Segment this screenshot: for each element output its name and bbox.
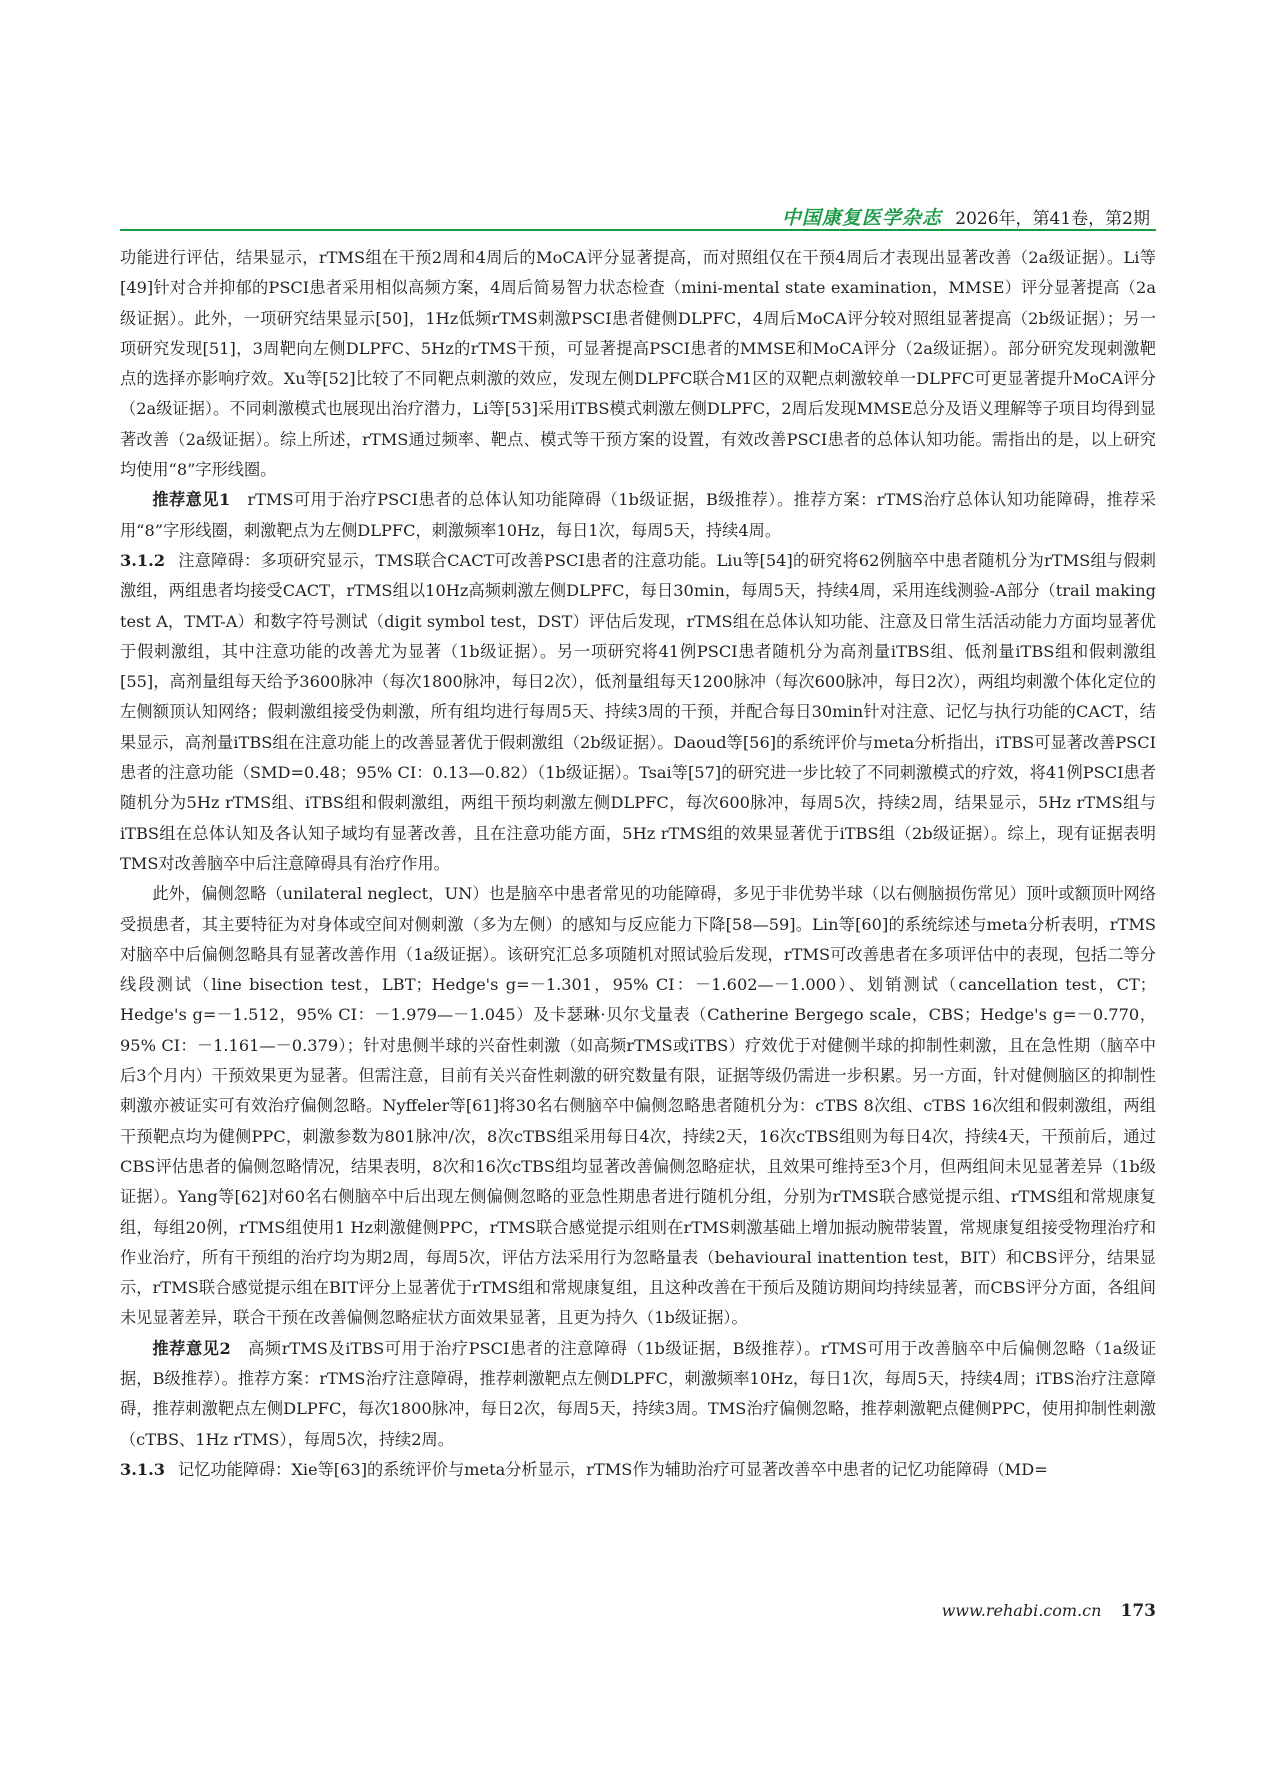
recommendation-2-label: 推荐意见2 bbox=[152, 1338, 231, 1358]
recommendation-2-text: 高频rTMS及iTBS可用于治疗PSCI患者的注意障碍（1b级证据，B级推荐）。rTMS可用于改善脑卒中后偏侧忽略（1a级证据，B级推荐）。推荐方案：rTMS治疗注意障碍，推荐刺激靶点左侧DLPFC，刺激频率10Hz，每日1次，每周5天，持续4周；iTBS治疗注意障碍，推荐刺激靶点左侧DLPFC，每次1800脉冲，每日2次，每周5天，持续3周。TMS治疗偏侧忽略，推荐刺激靶点健侧PPC，使用抑制性刺激（cTBS、1Hz rTMS），每周5次，持续2周。 bbox=[120, 1338, 1157, 1449]
page-header bbox=[0, 0, 1276, 230]
article-body bbox=[120, 243, 1156, 1485]
journal-url: www.rehabi.com.cn bbox=[941, 1601, 1102, 1620]
section-number: 3.1.2 bbox=[120, 550, 166, 570]
paragraph-unilateral-neglect: 此外，偏侧忽略（unilateral neglect，UN）也是脑卒中患者常见的功能障碍，多见于非优势半球（以右侧脑损伤常见）顶叶或额顶叶网络受损患者，其主要特征为对身体或空间对侧刺激（多为左侧）的感知与反应能力下降[58—59]。Lin等[60]的系统综述与meta分析表明，rTMS对脑卒中后偏侧忽略具有显著改善作用（1a级证据）。该研究汇总多项随机对照试验后发现，rTMS可改善患者在多项评估中的表现，包括二等分线段测试（line bisection test，LBT；Hedge's g=－1.301，95% CI：－1.602—－1.000）、划销测试（cancellation test，CT；Hedge's g=－1.512，95% CI：－1.979—－1.045）及卡瑟琳·贝尔戈量表（Catherine Bergego scale，CBS；Hedge's g=－0.770，95% CI：－1.161—－0.379）；针对患侧半球的兴奋性刺激（如高频rTMS或iTBS）疗效优于对健侧半球的抑制性刺激，且在急性期（脑卒中后3个月内）干预效果更为显著。但需注意，目前有关兴奋性刺激的研究数量有限，证据等级仍需进一步积累。另一方面，针对健侧脑区的抑制性刺激亦被证实可有效治疗偏侧忽略。Nyffeler等[61]将30名右侧脑卒中偏侧忽略患者随机分为：cTBS 8次组、cTBS 16次组和假刺激组，两组干预靶点均为健侧PPC，刺激参数为801脉冲/次，8次cTBS组采用每日4次，持续2天，16次cTBS组则为每日4次，持续4天，干预前后，通过CBS评估患者的偏侧忽略情况，结果表明，8次和16次cTBS组均显著改善偏侧忽略症状，且效果可维持至3个月，但两组间未见显著差异（1b级证据）。Yang等[62]对60名右侧脑卒中后出现左侧偏侧忽略的亚急性期患者进行随机分组，分别为rTMS联合感觉提示组、rTMS组和常规康复组，每组20例，rTMS组使用1 Hz刺激健侧PPC，rTMS联合感觉提示组则在rTMS刺激基础上增加振动腕带装置，常规康复组接受物理治疗和作业治疗，所有干预组的治疗均为期2周，每周5次，评估方法采用行为忽略量表（behavioural inattention test，BIT）和CBS评分，结果显示，rTMS联合感觉提示组在BIT评分上显著优于rTMS组和常规康复组，且这种改善在干预后及随访期间均持续显著，而CBS评分方面，各组间未见显著差异，联合干预在改善偏侧忽略症状方面效果显著，且更为持久（1b级证据）。 bbox=[120, 884, 1156, 1328]
page-footer bbox=[942, 1601, 1156, 1621]
section-3-1-2 bbox=[120, 546, 1156, 879]
section-3-1-2-text: 注意障碍：多项研究显示，TMS联合CACT可改善PSCI患者的注意功能。Liu等[54]的研究将62例脑卒中患者随机分为rTMS组与假刺激组，两组患者均接受CACT，rTMS组以10Hz高频刺激左侧DLPFC，每日30min，每周5天，持续4周，采用连线测验-A部分（trail making test A，TMT-A）和数字符号测试（digit symbol test，DST）评估后发现，rTMS组在总体认知功能、注意及日常生活活动能力方面均显著优于假刺激组，其中注意功能的改善尤为显著（1b级证据）。另一项研究将41例PSCI患者随机分为高剂量iTBS组、低剂量iTBS组和假刺激组[55]，高剂量组每天给予3600脉冲（每次1800脉冲，每日2次），低剂量组每天1200脉冲（每次600脉冲，每日2次），两组均刺激个体化定位的左侧额顶认知网络；假刺激组接受伪刺激，所有组均进行每周5天、持续3周的干预，并配合每日30min针对注意、记忆与执行功能的CACT，结果显示，高剂量iTBS组在注意功能上的改善显著优于假刺激组（2b级证据）。Daoud等[56]的系统评价与meta分析指出，iTBS可显著改善PSCI患者的注意功能（SMD=0.48；95% CI：0.13—0.82）（1b级证据）。Tsai等[57]的研究进一步比较了不同刺激模式的疗效，将41例PSCI患者随机分为5Hz rTMS组、iTBS组和假刺激组，两组干预均刺激左侧DLPFC，每次600脉冲，每周5次，持续2周，结果显示，5Hz rTMS组与iTBS组在总体认知及各认知子域均有显著改善，且在注意功能方面，5Hz rTMS组的效果显著优于iTBS组（2b级证据）。综上，现有证据表明TMS对改善脑卒中后注意障碍具有治疗作用。 bbox=[120, 550, 1156, 873]
section-number: 3.1.3 bbox=[120, 1459, 166, 1479]
recommendation-1-label: 推荐意见1 bbox=[152, 490, 231, 510]
paragraph-global-cognition: 功能进行评估，结果显示，rTMS组在干预2周和4周后的MoCA评分显著提高，而对照组仅在干预4周后才表现出显著改善（2a级证据）。Li等[49]针对合并抑郁的PSCI患者采用相似高频方案，4周后简易智力状态检查（mini-mental state examination，MMSE）评分显著提高（2a级证据）。此外，一项研究结果显示[50]，1Hz低频rTMS刺激PSCI患者健侧DLPFC，4周后MoCA评分较对照组显著提高（2b级证据）；另一项研究发现[51]，3周靶向左侧DLPFC、5Hz的rTMS干预，可显著提高PSCI患者的MMSE和MoCA评分（2a级证据）。部分研究发现刺激靶点的选择亦影响疗效。Xu等[52]比较了不同靶点刺激的效应，发现左侧DLPFC联合M1区的双靶点刺激较单一DLPFC可更显著提升MoCA评分（2a级证据）。不同刺激模式也展现出治疗潜力，Li等[53]采用iTBS模式刺激左侧DLPFC，2周后发现MMSE总分及语义理解等子项目均得到显著改善（2a级证据）。综上所述，rTMS通过频率、靶点、模式等干预方案的设置，有效改善PSCI患者的总体认知功能。需指出的是，以上研究均使用“8”字形线圈。 bbox=[120, 248, 1156, 480]
header-rule bbox=[120, 229, 1156, 231]
recommendation-1 bbox=[120, 485, 1156, 546]
recommendation-2 bbox=[120, 1334, 1156, 1455]
recommendation-1-text: rTMS可用于治疗PSCI患者的总体认知功能障碍（1b级证据，B级推荐）。推荐方案：rTMS治疗总体认知功能障碍，推荐采用“8”字形线圈，刺激靶点为左侧DLPFC，刺激频率10Hz，每日1次，每周5天，持续4周。 bbox=[120, 490, 1156, 540]
section-3-1-3 bbox=[120, 1455, 1156, 1485]
issue-info: 2026年，第41卷，第2期 bbox=[955, 209, 1150, 229]
page-number: 173 bbox=[1120, 1601, 1156, 1621]
journal-name: 中国康复医学杂志 bbox=[781, 207, 942, 229]
running-head bbox=[782, 203, 1150, 230]
section-3-1-3-text: 记忆功能障碍：Xie等[63]的系统评价与meta分析显示，rTMS作为辅助治疗可显著改善卒中患者的记忆功能障碍（MD= bbox=[178, 1459, 1048, 1479]
